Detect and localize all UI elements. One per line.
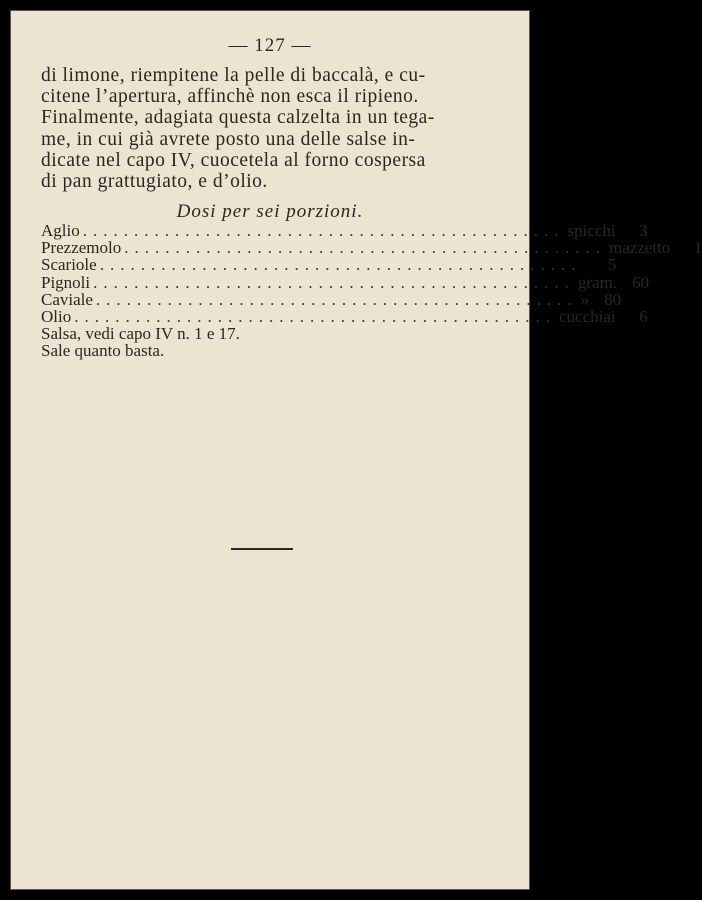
ingredient-name: Prezzemolo [41,238,122,258]
ingredient-row [41,289,622,309]
leader-dots: ............................................... [95,289,578,309]
doses-heading: Dosi per sei porzioni. [176,201,364,222]
paragraph-line: di pan grattugiato, e d’olio. [41,171,268,193]
ingredient-row [41,272,650,292]
ingredient-row [41,306,648,326]
leader-dots: ............................................... [74,306,556,326]
ingredient-unit: spicchi [567,221,616,240]
salt-note: Sale quanto basta. [41,341,165,361]
ingredient-qty: 1 [693,238,702,258]
ingredient-row [41,221,648,240]
sauce-note: Salsa, vedi capo IV n. 1 e 17. [41,324,240,344]
ingredient-unit: » [580,289,590,309]
ingredient-qty: 80 [604,289,622,309]
ingredient-unit: gram. [577,272,618,292]
ingredient-row [41,255,617,275]
ingredient-name: Scariole [41,255,97,275]
paragraph-line: di limone, riempitene la pelle di baccalà, e cu- [41,65,426,86]
leader-dots: ............................................... [124,238,606,258]
ingredient-name: Caviale [41,289,93,309]
ingredient-row [41,238,702,258]
paragraph-line: dicate nel capo IV, cuocetela al forno cospersa [41,149,426,171]
ingredient-unit: mazzetto [609,238,671,258]
paragraph-line: citene l’apertura, affinchè non esca il ripieno. [41,86,419,108]
ingredient-qty: 60 [632,272,650,292]
ingredient-name: Olio [41,306,72,326]
ingredient-name: Pignoli [41,272,91,292]
section-divider [231,548,293,550]
leader-dots: ............................................... [82,221,565,240]
ingredient-qty: 3 [639,221,648,240]
ingredient-unit: cucchiai [558,306,616,326]
page-number: — 127 — [228,35,312,56]
leader-dots: ............................................... [93,272,575,292]
ingredient-qty: 6 [639,306,648,326]
recipe-paragraph [41,65,497,192]
paragraph-line: Finalmente, adagiata questa calzelta in un tega- [41,107,435,129]
ingredient-name: Aglio [41,221,80,240]
ingredient-list [41,221,702,361]
leader-dots: ............................................... [99,255,582,275]
paragraph-line: me, in cui già avrete posto una delle salse in- [41,128,416,150]
ingredient-qty: 5 [607,255,617,275]
book-page [10,10,702,890]
